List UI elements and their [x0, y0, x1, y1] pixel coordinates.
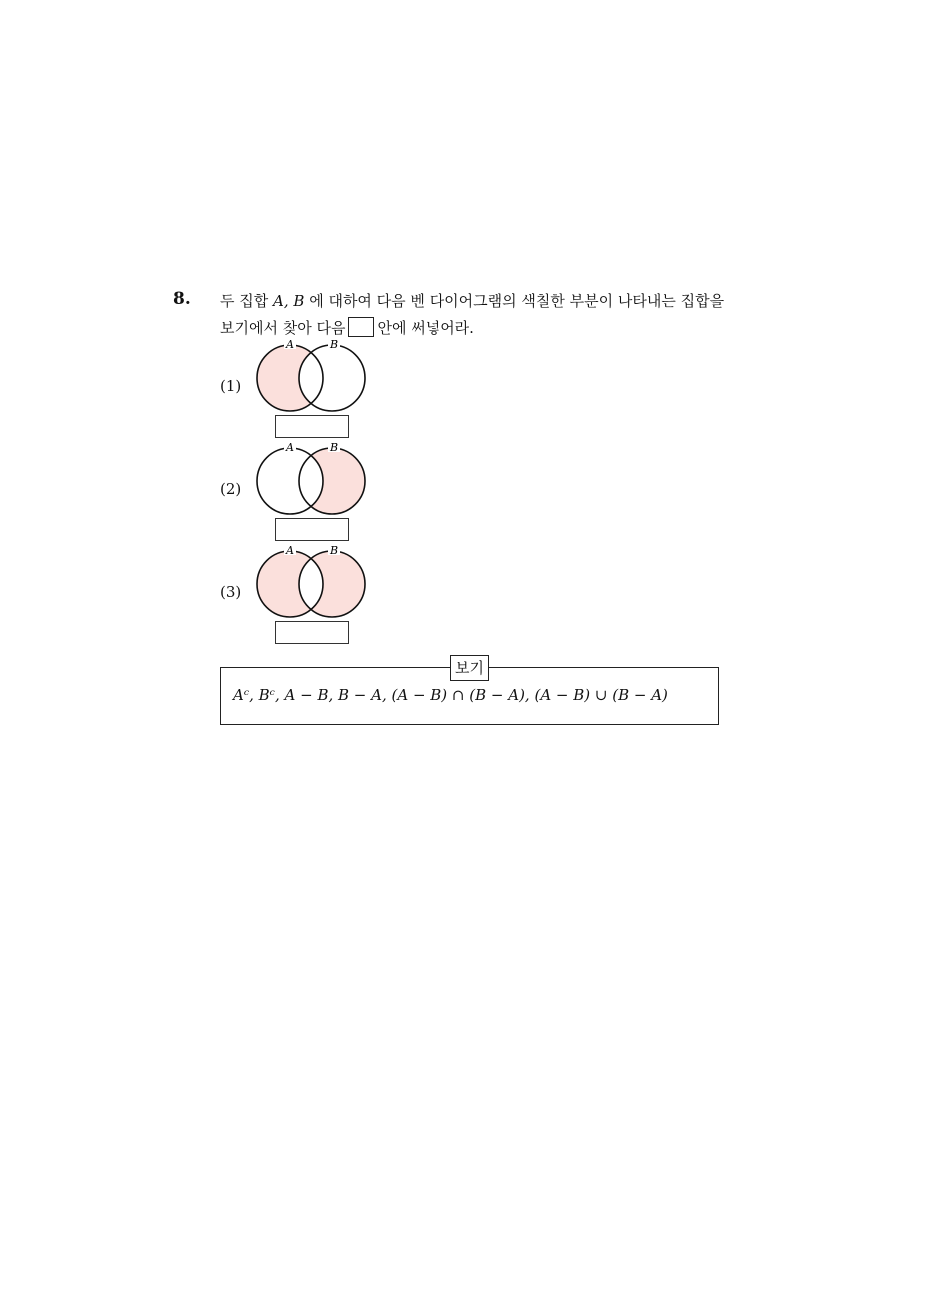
label-a: A — [286, 441, 294, 454]
label-b: B — [329, 441, 339, 454]
label-a: A — [286, 544, 294, 557]
question-text-line1: 두 집합 A, B 에 대하여 다음 벤 다이어그램의 색칠한 부분이 나타내는 집합을 — [220, 292, 725, 310]
label-a: A — [286, 338, 294, 351]
inline-blank-box — [348, 317, 374, 337]
item-label-3: (3) — [220, 583, 242, 601]
item-label-1: (1) — [220, 377, 242, 395]
item-label-2: (2) — [220, 480, 242, 498]
question-number: 8. — [173, 289, 191, 309]
question-text-line2: 보기에서 찾아 다음 안에 써넣어라. — [220, 319, 474, 337]
answer-box-3[interactable] — [275, 621, 349, 644]
bogi-options: Aᶜ, Bᶜ, A − B, B − A, (A − B) ∩ (B − A), (A − B) ∪ (B − A) — [233, 686, 668, 704]
answer-box-2[interactable] — [275, 518, 349, 541]
label-b: B — [329, 544, 339, 557]
venn-diagram-2 — [250, 441, 372, 521]
bogi-title: 보기 — [450, 655, 489, 681]
venn-diagram-3 — [250, 544, 372, 624]
label-b: B — [329, 338, 339, 351]
venn-diagram-1 — [250, 338, 372, 418]
set-names: A, B — [273, 292, 305, 310]
answer-box-1[interactable] — [275, 415, 349, 438]
